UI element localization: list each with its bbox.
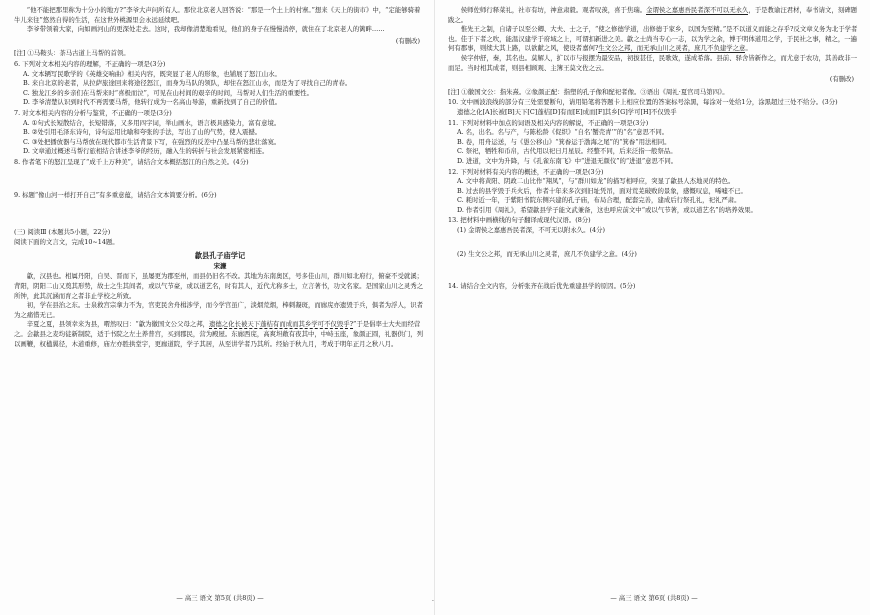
- classical-text-author: 宋濂: [213, 261, 227, 270]
- underlined-sentence-1: 金谓侯之嘉惠吾民者深不可以无永久: [646, 6, 749, 14]
- classical-paragraph-1: 歙，汉县也。相属丹阳，自吴、晋而下，虽屡更为郡至州，而县仍旧名不改。其地为东南奥区，号多佳山川，群川如北府行，俯豪不受就溪；背阳，阴阳二山又奠其形势，故士之生其间者，或以气节豪，或以道艺名，时有其人，近代尤称多士，立言著书，功文名家。是国家山川之灵秀之所钟，此其沉涵而育之者非止学校之所致。: [14, 272, 424, 300]
- classical-paragraph-6: 侯字仲舒，秦，其名也。莫解人，扩以市与报摆为最安品，初拔甚任，民歌效，遂成希落。县前、驿舍皆新作之，而尤意于农功，其善政非一而足。当时相其成者，则县相顾观、主簿王莫文佐之云。: [448, 53, 858, 72]
- question-9: 9. 标题“像山河一样打开自己”有多重意蕴，请结合文本简要分析。(6分): [14, 190, 217, 199]
- classical-paragraph-2: 初，学在县治之东。士泉救宫宗拿力不为，官吏民舍舟楫涉学，而今学宫虽广，淡烟荒烟，棒刺凝斑，而廊庑亦遗毁于兵，俱者为浮人，识者为之痛惜无已。: [14, 301, 424, 319]
- classical-paragraph-5: [448, 25, 860, 54]
- classical-text-title: 歙县孔子庙学记: [194, 251, 246, 261]
- question-13-part-2: (2) 生文公之邦，而无承山川之灵者，庶几不负建学之意。(4分): [457, 249, 637, 258]
- question-6-option-c: C. 独龙江乡的乡亲们在马帮来时“喜极而泣”，可见在山村间的艰辛的时间，马帮对人们生活的重要性。: [23, 88, 314, 97]
- question-7-option-a: A. ①句式长短散结合，长短错落，又多用四字词，举山画水，语言极具感染力，富有意境。: [23, 118, 281, 127]
- text-span: ，于是教谕汪君材，奉书请文，刻碑题跋之。: [448, 6, 858, 24]
- question-6: 6. 下列对文本相关内容的理解，不正确的一项是(3分): [14, 59, 166, 68]
- page-5: [14, 6, 426, 606]
- answer-space: [14, 168, 426, 190]
- section-heading: (三) 阅读Ⅲ (本题共5小题，22分): [14, 228, 111, 237]
- question-14: 14. 请结合全文内容，分析张齐在战后优先重建县学的原因。(5分): [448, 282, 636, 291]
- footnote: [注] ①徽国文公：指朱熹。②象颜正配：指塑的孔子像和配祀者像。③语出《周礼·夏官司马第四》。: [448, 87, 729, 96]
- classical-paragraph-4: [448, 6, 860, 25]
- question-6-option-a: A. 文本辆写民歌学的《英雄交响曲》相关内容，既突显了老人的形象，也铺展了怒江山水。: [23, 69, 281, 78]
- text-span: 惟先王之制，自诸子以至公卿、大夫、士之子，“使之修德学道，出修德于家乡，以国为至精。”是不以道义而能之存乎?反文章义务为北于学者也。佳于下者之吹，能温汉建学于府域之上，可谓扣新进之美。歙之士尚当专心一志，以为学之余，博于明体道用之学，于民社之事，精之，一遍何有郡事，则续大其上路，以欲献之风，使设者嘉何?: [448, 25, 858, 53]
- question-6-option-d: D. 李爷清楚认识到时代不再需要马帮，他转行成为一名高山导游，重新找到了自己的价值。: [23, 98, 282, 107]
- page-fold: [434, 0, 435, 615]
- section-instruction: 阅读下面的文言文，完成10~14题。: [14, 237, 119, 246]
- text-span: 辛夏之夏，县领幸来为县，喟然叹曰：“歙为徽国文公父母之邦，: [26, 320, 210, 329]
- question-11-option-a: A. 名，出名。名与产，与陈松龄《促织》“自名‘蟹壳青’”的“名”意思不同。: [457, 128, 669, 137]
- source-note: (有删改): [395, 36, 420, 45]
- wavy-underlined-text: 遗德之化长被天下蓬桔有而成而其乡学可不仅毁乎?: [209, 320, 354, 329]
- question-7-option-d: D. 文章通过概述马帮行旅相结合讲述李爷的经历，融入生的转折与社会发展紧密相连。: [23, 147, 269, 156]
- passage-paragraph-1: “他不能把那里称为十分小的地方?”李爷大声问所有人。那位北京老人回答说：“那是一个土上的村寨。”想来《天上的街市》中，“定能够骑着牛儿来往”悠然自得的生活，在这世外桃源里会永远延续吧。: [14, 6, 421, 24]
- text-span: 侯师佐师行释菜礼，社市有坊，神意肃毅。观者叹羡，喜于焦瑞。: [460, 6, 647, 14]
- question-7-option-b: B. ②处引用毛泽东诗句，诗句运用比喻和夸张的手法，写出了山的气势，使人震撼。: [23, 128, 262, 137]
- question-11: 11. 下列对材料中加点的词语及相关内容的解说，不正确的一项是(3分): [448, 118, 649, 127]
- page-footer: — 高三 语文 第6页 (共8页) —: [610, 594, 698, 603]
- page-footer: — 高三 语文 第5页 (共8页) —: [176, 594, 264, 603]
- question-6-option-b: B. 来自北京的老者，从拉萨旅途回来将途径怒江，而身为马队的领队，却住在怒江山水，而是为了寻找自己的青春。: [23, 79, 352, 88]
- page-6: [448, 6, 860, 606]
- source-note: (有删改): [829, 75, 854, 84]
- question-10-sentence: 遗德之化[A]长被[B]天下[C]蓬桔[D]有而[E]成而[F]其乡[G]学可[H]不仅毁乎: [457, 107, 677, 116]
- question-12-option-b: B. 过去的县学毁于兵火后，作者十年来多次到旧址凭吊，面对荒芜破败的景象，感慨叹息，唏嘘不已。: [457, 186, 747, 195]
- fold-mark: ·: [432, 598, 434, 605]
- text-span: ”于是倡率士大夫而经营之。会歙县之麦均徒新制院，适于书院之左土养普宫，买到郡民，营为殿屋。东廊西庑，高爽坦敞有夜其中，中峙玉座，象颜正圆，礼器供门，列以画鞭，权楹翼径，木道重修，庙左亦胜拱堂宇，更廊道院，学子其居，从至讲学者乃其所。经始于秋九月，考成于明年正月之秋八月。: [14, 320, 423, 348]
- answer-space: [448, 259, 860, 281]
- question-12: 12. 下列对材料有关内容的概述，不正确的一项是(3分): [448, 167, 604, 176]
- question-12-option-c: C. 耗时近一年，于紫阳书院东侧兴建的孔子庙，布局合理，配套完善，建成后行祭孔礼，祀礼严肃。: [457, 196, 741, 205]
- underlined-sentence-2: 生文公之邦，而无承山川之灵者，庶几不负建学之意: [598, 44, 746, 53]
- question-12-option-d: D. 作者引用《周礼》，希望歙县学子能文武兼备，这也呼应前文中“或以气节著，或以道艺名”的培养效果。: [457, 205, 757, 214]
- classical-paragraph-3: [14, 320, 426, 349]
- question-7: 7. 对文本相关内容的分析与鉴赏，不正确的一项是(3分): [14, 108, 172, 117]
- answer-space: [14, 200, 426, 222]
- question-12-option-a: A. 文中将黄阳、阴政二山比作“翔凤”，与“群川如龙”的描写相呼应，突显了歙县人杰地灵的特色。: [457, 177, 735, 186]
- question-13-part-1: (1) 金谓侯之嘉惠吾民者深，不可无以附永久。(4分): [457, 226, 605, 235]
- question-13: 13. 把材料中画横线的句子翻译成现代汉语。(8分): [448, 216, 591, 225]
- question-8: 8. 作者笔下的怒江呈现了“成千上万种美”，请结合文本概括怒江的自然之美。(4分): [14, 157, 249, 166]
- question-7-option-c: C. ③处把播放器与马帮放在现代都市生活背景下写，在强烈的反差中凸显马帮的悲壮落寞。: [23, 137, 281, 146]
- question-10: 10. 文中画波浪线的部分有三处需要断句，请用铅笔将答题卡上相应位置的答案标号涂黑，每涂对一处给1分，涂黑超过三处不给分。(3分): [448, 98, 838, 107]
- question-11-option-b: B. 卷，用舟运送，与《愚公移山》“箕畚运于渤海之尾”的“箕畚”用法相同。: [457, 137, 671, 146]
- answer-space: [448, 236, 860, 250]
- question-11-option-c: C. 祭祀，牺牲和币帛，古代用以祀日月星辰。经整不同，后来泛指一般祭品。: [457, 147, 677, 156]
- passage-paragraph-2: 李爷带领着大家，向如画河山的更深处走去。这时，我却像清楚地看见，他们的身子在慢慢消停，就住在了北京老人的篱畔……: [26, 25, 385, 34]
- text-span: 。: [745, 44, 752, 53]
- question-11-option-d: D. 进道，文中为升降，与《孔雀东南飞》中“进退无颜仪”的“进退”意思不同。: [457, 156, 678, 165]
- footnote: [注] ①马鞍头：茶马古道上马帮的首领。: [14, 49, 130, 58]
